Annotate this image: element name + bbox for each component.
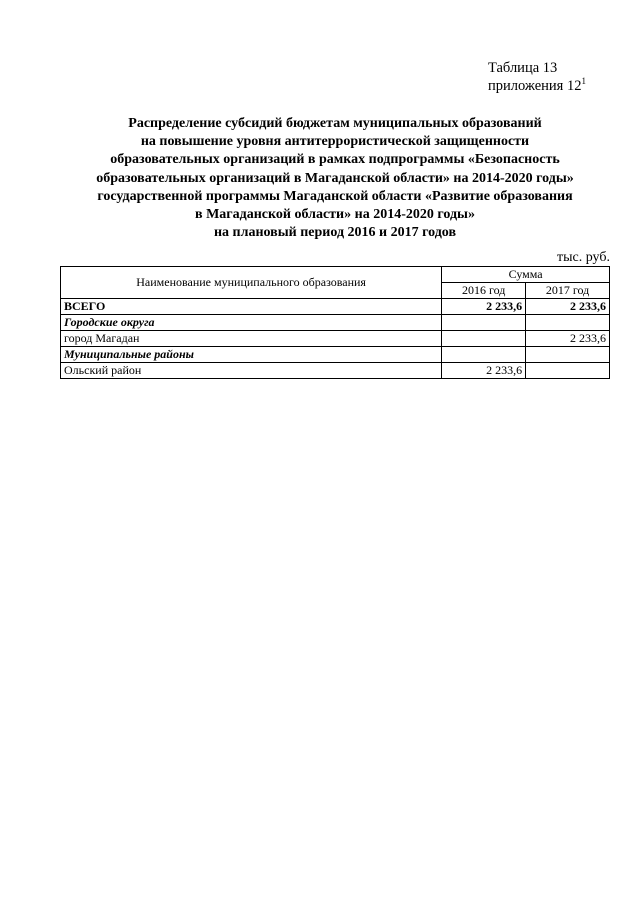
row-value-2016: 2 233,6: [442, 299, 526, 315]
appendix-label: приложения 12: [488, 78, 582, 94]
header-year-2016: 2016 год: [442, 283, 526, 299]
row-name: Муниципальные районы: [61, 347, 442, 363]
title-line: государственной программы Магаданской области «Развитие образования: [97, 188, 573, 204]
subsidy-table: [60, 266, 610, 379]
title-line: в Магаданской области» на 2014-2020 годы»: [195, 207, 475, 223]
row-name: город Магадан: [61, 331, 442, 347]
row-value-2017: [526, 363, 610, 379]
row-name: Ольский район: [61, 363, 442, 379]
row-value-2016: 2 233,6: [442, 363, 526, 379]
row-value-2017: [526, 347, 610, 363]
table-reference: [488, 59, 586, 95]
appendix-reference: [488, 77, 586, 95]
appendix-superscript: 1: [581, 76, 586, 87]
title-line: Распределение субсидий бюджетам муниципальных образований: [128, 116, 542, 131]
row-value-2017: 2 233,6: [526, 331, 610, 347]
table-row-group: [61, 347, 610, 363]
table-row: [61, 363, 610, 379]
header-municipality: Наименование муниципального образования: [61, 267, 442, 299]
header-year-2017: 2017 год: [526, 283, 610, 299]
row-name: Городские округа: [61, 315, 442, 331]
row-value-2016: [442, 331, 526, 347]
row-value-2017: [526, 315, 610, 331]
row-value-2016: [442, 315, 526, 331]
row-name: ВСЕГО: [61, 299, 442, 315]
row-value-2017: 2 233,6: [526, 299, 610, 315]
table-number: Таблица 13: [488, 60, 558, 76]
table-row: [61, 331, 610, 347]
units-label: тыс. руб.: [557, 250, 610, 265]
row-value-2016: [442, 347, 526, 363]
title-line: на плановый период 2016 и 2017 годов: [213, 225, 457, 241]
title-line: образовательных организаций в рамках подпрограммы «Безопасность: [110, 152, 560, 168]
table-row-group: [61, 315, 610, 331]
header-sum: Сумма: [442, 267, 610, 283]
title-line: образовательных организаций в Магаданской области» на 2014-2020 годы»: [96, 170, 574, 186]
table-header-row: [61, 267, 610, 283]
document-title: [60, 115, 610, 242]
table-row-total: [61, 299, 610, 315]
title-line: на повышение уровня антитеррористической защищенности: [140, 134, 530, 150]
